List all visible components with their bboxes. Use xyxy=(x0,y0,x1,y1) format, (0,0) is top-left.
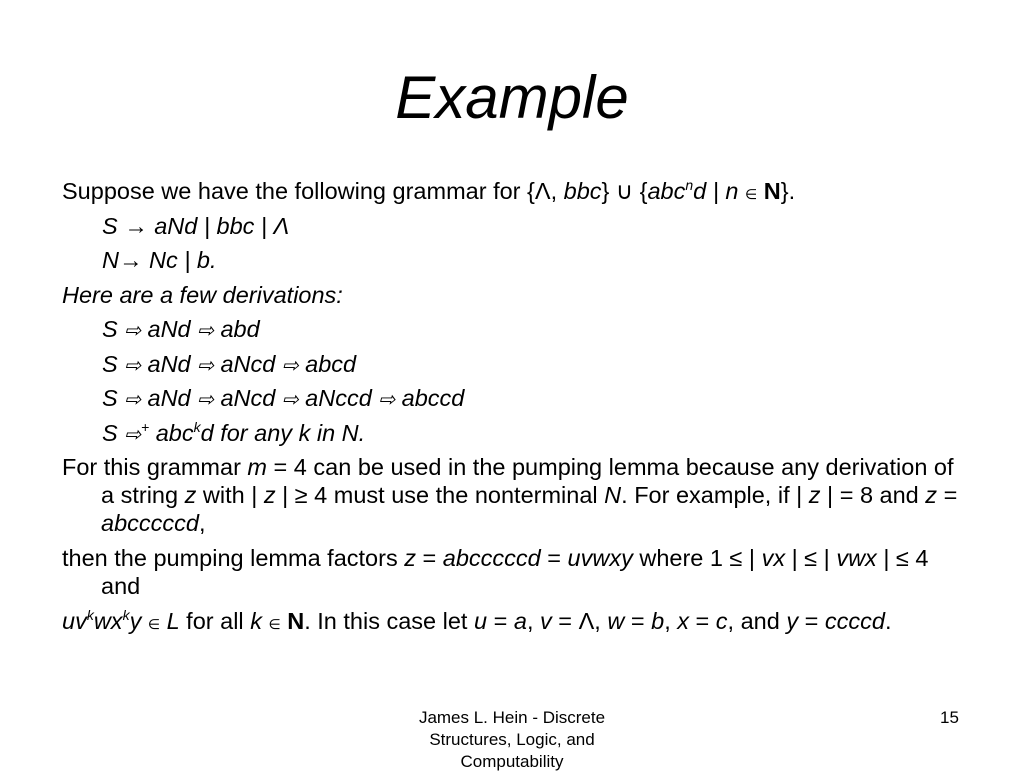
slide-page-number: 15 xyxy=(940,708,959,727)
factors-paragraph: then the pumping lemma factors z = abcccccd = uvwxy where 1 ≤ | vx | ≤ | vwx | ≤ 4 and xyxy=(62,545,929,599)
derivation-3: S ⇨ aNd ⇨ aNcd ⇨ aNccd ⇨ abccd xyxy=(102,385,465,411)
slide-body xyxy=(62,177,962,638)
grammar-rule-s: S → aNd | bbc | Λ xyxy=(102,212,290,239)
derivation-2: S ⇨ aNd ⇨ aNcd ⇨ abcd xyxy=(102,350,357,377)
pumping-paragraph: For this grammar m = 4 can be used in the pumping lemma because any derivation of a string z with | z | ≥ 4 must use the nonterminal N. For example, if | z | = 8 and z = abcccccd, xyxy=(62,454,958,536)
slide-footer: James L. Hein - Discrete Structures, Logic, and Computability xyxy=(418,708,606,771)
grammar-rule-n: N→ Nc | b. xyxy=(102,247,217,273)
slide-title: Example xyxy=(395,64,629,131)
conclusion-paragraph: $uv^kwx^ky$ ∈ L for all k ∈ N. In this case let u = a, v = Λ, w = b, x = c, and y = ccccd. xyxy=(62,607,892,634)
grammar-intro: Suppose we have the following grammar for {Λ, bbc} ∪ {abc$^n$d | n ∈ N}. xyxy=(62,177,796,204)
derivations-heading: Here are a few derivations: xyxy=(62,281,343,308)
derivation-general: S ⇨+ abc$^k$d for any k in N. xyxy=(102,418,366,446)
derivation-1: S ⇨ aNd ⇨ abd xyxy=(102,316,260,342)
